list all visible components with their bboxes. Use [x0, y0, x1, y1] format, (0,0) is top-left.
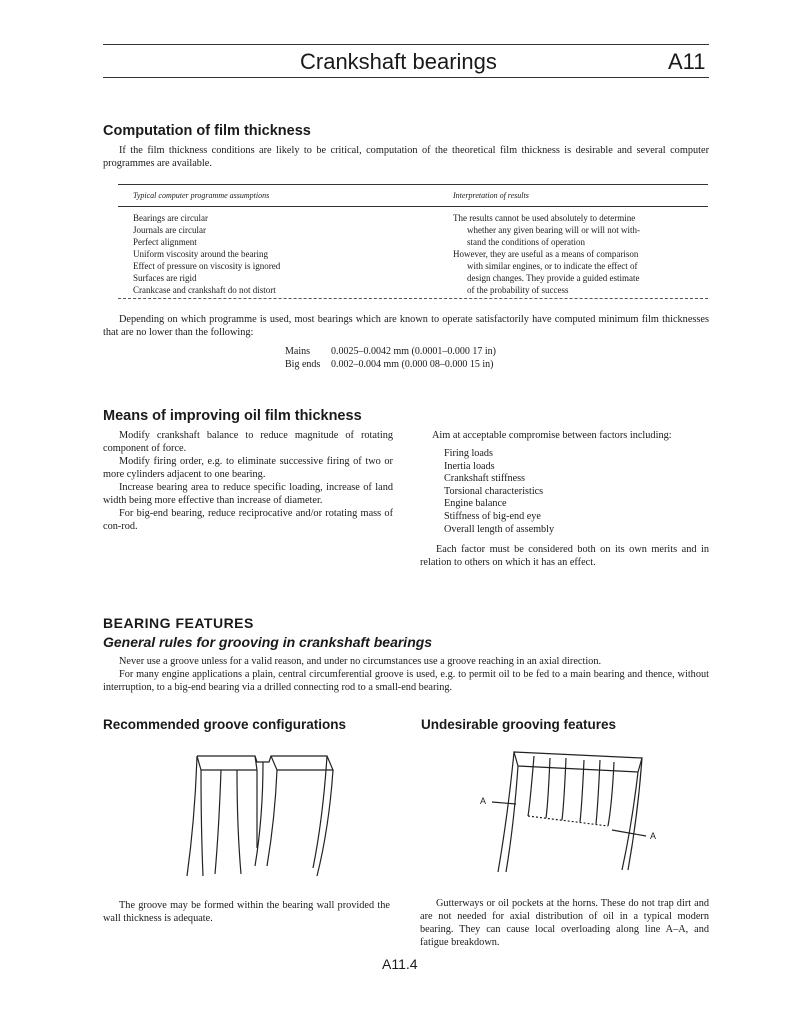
assumption-item: Bearings are circular: [133, 213, 208, 223]
undesirable-groove-figure: [472, 744, 662, 874]
factor-item: Engine balance: [444, 498, 507, 510]
interpretation-line: with similar engines, or to indicate the effect of: [467, 261, 638, 271]
assumption-item: Perfect alignment: [133, 237, 197, 247]
interpretation-line: The results cannot be used absolutely to determine: [453, 213, 636, 223]
undesirable-caption: Gutterways or oil pockets at the horns. These do not trap dirt and are not needed for axial distribution of oil in a typical modern bearing. They can cause local overloading along line A–A, and fatigue breakdown.: [420, 898, 709, 948]
factors-list: [444, 448, 554, 536]
factor-item: Inertia loads: [444, 460, 495, 472]
table-col1-header: Typical computer programme assumptions: [133, 191, 270, 200]
bearing-shell-drawing: [187, 756, 333, 876]
bigends-label: Big ends: [285, 359, 321, 370]
table-bottom-rule: [118, 298, 708, 299]
header-bottom-rule: [103, 77, 709, 78]
table-top-rule: [118, 184, 708, 185]
section-label-a-right: A: [650, 831, 657, 841]
table-header-rule: [118, 206, 708, 207]
mains-label: Mains: [285, 346, 310, 357]
interpretation-line: design changes. They provide a guided estimate: [467, 273, 640, 283]
oil-film-paragraph: Modify firing order, e.g. to eliminate successive firing of two or more cylinders adjacent to one bearing.: [103, 456, 393, 480]
recommended-heading: Recommended groove configurations: [103, 717, 347, 732]
oil-film-paragraph: Increase bearing area to reduce specific loading, increase of land width being more effective than increase of diameter.: [103, 482, 393, 506]
recommended-caption: The groove may be formed within the bearing wall provided the wall thickness is adequate.: [103, 900, 390, 924]
factor-item: Crankshaft stiffness: [444, 473, 526, 485]
interpretation-line: of the probability of success: [467, 285, 569, 295]
assumptions-list: [133, 212, 280, 296]
bigends-value: 0.002–0.004 mm (0.000 08–0.000 15 in): [331, 359, 494, 370]
section-code: A11: [668, 49, 706, 74]
oil-film-closing: Each factor must be considered both on its own merits and in relation to others on which it has an effect.: [420, 544, 709, 568]
film-thickness-after-table: Depending on which programme is used, most bearings which are known to operate satisfactorily have computed minimum film thicknesses that are no lower than the following:: [103, 314, 709, 338]
page-title: Crankshaft bearings: [300, 49, 497, 74]
oil-film-aim: Aim at acceptable compromise between factors including:: [432, 430, 672, 441]
header-top-rule: [103, 44, 709, 45]
film-thickness-intro: If the film thickness conditions are likely to be critical, computation of the theoretical film thickness is desirable and several computer programmes are available.: [103, 145, 709, 169]
oil-film-heading: Means of improving oil film thickness: [103, 408, 362, 424]
assumption-item: Crankcase and crankshaft do not distort: [133, 285, 276, 295]
factor-item: Stiffness of big-end eye: [444, 510, 541, 522]
recommended-groove-figure: [185, 748, 345, 878]
undesirable-heading: Undesirable grooving features: [421, 717, 617, 732]
assumption-item: Surfaces are rigid: [133, 273, 197, 283]
oil-film-paragraph: For big-end bearing, reduce reciprocative and/or rotating mass of con-rod.: [103, 508, 393, 532]
assumption-item: Effect of pressure on viscosity is ignored: [133, 261, 281, 271]
page-number: A11.4: [382, 956, 418, 972]
factor-item: Overall length of assembly: [444, 523, 555, 535]
table-col2-header: Interpretation of results: [453, 191, 529, 200]
film-thickness-heading: Computation of film thickness: [103, 123, 311, 139]
factor-item: Firing loads: [444, 448, 493, 459]
oil-film-paragraph: Modify crankshaft balance to reduce magnitude of rotating component of force.: [103, 430, 393, 454]
section-label-a-left: A: [480, 796, 487, 806]
interpretation-line: However, they are useful as a means of comparison: [453, 249, 639, 259]
bearing-horn-drawing: [492, 752, 646, 872]
assumption-item: Journals are circular: [133, 225, 206, 235]
features-rule-2: For many engine applications a plain, central circumferential groove is used, e.g. to permit oil to be fed to a main bearing and thence, without interruption, to a big-end bearing via a drilled connecting rod to a small-end bearing.: [103, 669, 709, 693]
assumption-item: Uniform viscosity around the bearing: [133, 249, 268, 259]
interpretation-line: whether any given bearing will or will not with-: [467, 225, 640, 235]
interpretation-list: [453, 212, 640, 296]
mains-value: 0.0025–0.0042 mm (0.0001–0.000 17 in): [331, 346, 496, 357]
features-heading: BEARING FEATURES: [103, 615, 254, 631]
factor-item: Torsional characteristics: [444, 485, 544, 497]
features-subheading: General rules for grooving in crankshaft bearings: [103, 634, 433, 650]
features-rule-1: Never use a groove unless for a valid reason, and under no circumstances use a groove reaching in an axial direction.: [119, 656, 602, 667]
oil-film-left-column: [103, 429, 393, 533]
interpretation-line: stand the conditions of operation: [467, 237, 585, 247]
